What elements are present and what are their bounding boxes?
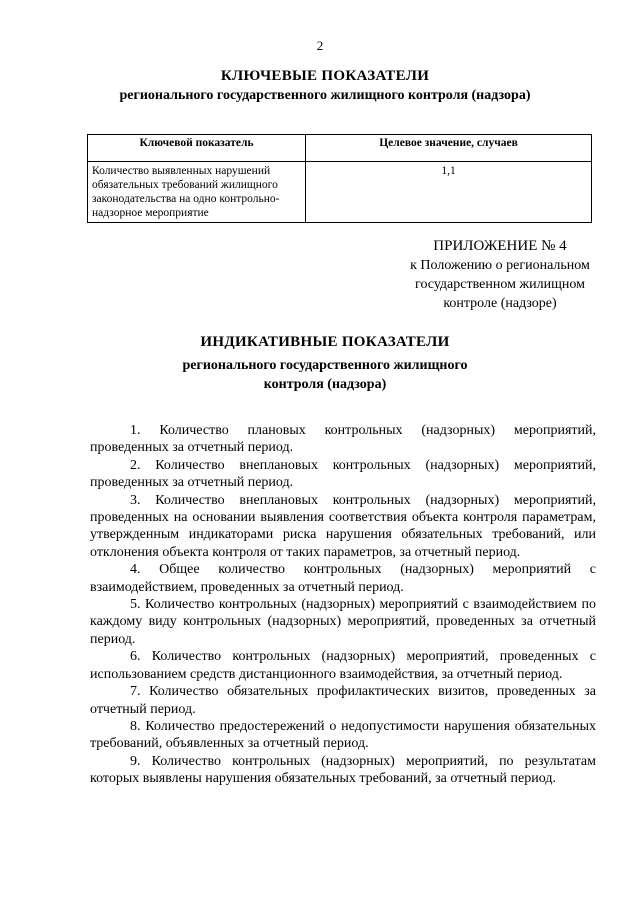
key-indicators-subtitle: регионального государственного жилищного контроля (надзора) (119, 88, 531, 103)
appendix-line: государственном жилищном (415, 277, 585, 292)
appendix-line: к Положению о региональном (410, 258, 590, 273)
appendix-line: контроле (надзоре) (443, 296, 557, 311)
list-item: 9. Количество контрольных (надзорных) мероприятий, по результатам которых выявлены нарушения обязательных требований, за отчетный период. (90, 753, 596, 787)
list-item: 7. Количество обязательных профилактических визитов, проведенных за отчетный период. (90, 684, 596, 717)
key-indicators-title: КЛЮЧЕВЫЕ ПОКАЗАТЕЛИ (220, 68, 430, 84)
indicative-subtitle-line: регионального государственного жилищного (182, 358, 468, 373)
list-item: 3. Количество внеплановых контрольных (надзорных) мероприятий, проведенных на основании выявления соответствия объекта контроля параметрам, утвержденным индикаторами риска нарушения обязательных требований, или отклонения объекта контроля от таких параметров, за отчетный период. (90, 492, 596, 560)
indicative-indicators-subtitle (60, 356, 590, 394)
list-item: 4. Общее количество контрольных (надзорных) мероприятий с взаимодействием, проведенных за отчетный период. (90, 562, 596, 595)
key-indicators-table (87, 134, 592, 223)
indicative-subtitle-line: контроля (надзора) (263, 377, 387, 392)
list-item: 6. Количество контрольных (надзорных) мероприятий, проведенных с использованием средств дистанционного взаимодействия, за отчетный период. (90, 649, 596, 682)
table-header-target-value: Целевое значение, случаев (306, 135, 592, 162)
table-header-row (88, 135, 592, 162)
appendix-title: ПРИЛОЖЕНИЕ № 4 (433, 238, 567, 254)
list-item: 2. Количество внеплановых контрольных (надзорных) мероприятий, проведенных за отчетный период. (90, 457, 596, 491)
indicator-list (90, 422, 596, 788)
list-item: 1. Количество плановых контрольных (надзорных) мероприятий, проведенных за отчетный период. (90, 423, 596, 456)
indicative-indicators-title: ИНДИКАТИВНЫЕ ПОКАЗАТЕЛИ (200, 334, 450, 350)
list-item: 8. Количество предостережений о недопустимости нарушения обязательных требований, объявленных за отчетный период. (90, 718, 596, 752)
page-number: 2 (316, 38, 324, 53)
appendix-block (380, 237, 620, 313)
table-row (88, 162, 592, 223)
list-item: 5. Количество контрольных (надзорных) мероприятий с взаимодействием по каждому виду контрольных (надзорных) мероприятий, проведенных за отчетный период. (90, 597, 596, 647)
table-header-indicator: Ключевой показатель (88, 135, 306, 162)
table-cell-indicator: Количество выявленных нарушений обязательных требований жилищного законодательства на одно контрольно-надзорное мероприятие (88, 162, 306, 223)
table-cell-value: 1,1 (306, 162, 592, 223)
